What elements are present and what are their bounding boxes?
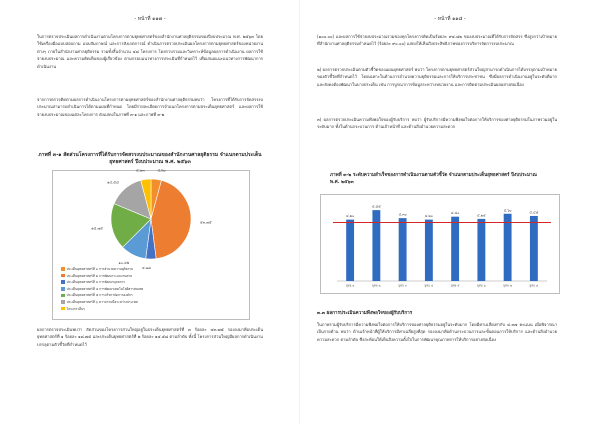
legend-swatch (61, 280, 65, 284)
pie-chart-frame (52, 170, 250, 320)
legend-swatch (61, 294, 65, 298)
right-paragraph-3: ๓) ผลการตรวจประเมินความพึงพอใจของผู้รับบริการ พบว่า ผู้รับบริการมีความพึงพอใจต่อการให้บริการของศาลยุติธรรมในภาพรวมอยู่ในระดับมาก ทั้งในด้านกระบวนการ ด้านเจ้าหน้าที่ และด้านสิ่งอำนวยความสะดวก (317, 117, 557, 130)
right-page-number: - หน้าที่ ๑๑๘ - (434, 16, 466, 22)
bar (530, 216, 538, 281)
right-paragraph-4: ในภาพรวมผู้รับบริการมีความพึงพอใจต่อการให้บริการของศาลยุติธรรมอยู่ในระดับมาก โดยมีค่าเฉลี่ยเท่ากับ ๔.๓๗ คะแนน เมื่อพิจารณาเป็นรายด้าน พบว่า ด้านเจ้าหน้าที่ผู้ให้บริการมีค่าเฉลี่ยสูงที่สุด รองลงมาคือด้านกระบวนการและขั้นตอนการให้บริการ และด้านสิ่งอำนวยความสะดวก ตามลำดับ ซึ่งสะท้อนให้เห็นถึงความตั้งใจในการพัฒนาคุณภาพการให้บริการอย่างต่อเนื่อง (317, 322, 557, 342)
pie-legend-item (61, 300, 138, 305)
bar (451, 217, 459, 281)
pie-figure-caption: ภาพที่ ๓-๑ สัดส่วนโครงการที่ได้รับการจัดสรรงบประมาณของสำนักงานศาลยุติธรรม จำแนกตามประเด็นยุทธศาสตร์ ปีงบประมาณ พ.ศ. ๒๕๖๓ (38, 152, 262, 165)
legend-swatch (61, 287, 65, 291)
pie-legend-item (61, 274, 132, 279)
pie-legend-item (61, 293, 133, 298)
left-page-number: - หน้าที่ ๑๑๗ - (134, 16, 166, 22)
pie-slice-label: ๔๓.๗๕ (199, 220, 212, 225)
bar-value-label: ๔.๔๕ (529, 210, 539, 215)
legend-label: ประเด็นยุทธศาสตร์ที่ ๔ การพัฒนาเทคโนโลยีสารสนเทศ (66, 286, 144, 291)
right-page (300, 0, 600, 424)
pie-slice-label: ๔.๑๗ (142, 266, 151, 271)
bar (477, 219, 485, 281)
pie-legend-item (61, 267, 133, 272)
bar-chart (321, 195, 559, 293)
left-paragraph-3: ผลการตรวจประเมินพบว่า สัดส่วนของโครงการส่วนใหญ่อยู่ในประเด็นยุทธศาสตร์ที่ ๓ ร้อยละ ๔๓.๗๕ รองลงมาคือประเด็นยุทธศาสตร์ที่ ๑ ร้อยละ ๑๘.๗๕ และประเด็นยุทธศาสตร์ที่ ๒ ร้อยละ ๑๔.๕๘ ตามลำดับ ทั้งนี้ โครงการส่วนใหญ่มีผลการดำเนินงานบรรลุตามตัวชี้วัดที่กำหนดไว้ (37, 327, 263, 347)
right-paragraph-1: (๑๐๐.๐๐) และผลการใช้จ่ายงบประมาณรวมของทุกโครงการคิดเป็นร้อยละ ๙๔.๘๒ ของงบประมาณที่ได้รับการจัดสรร ซึ่งสูงกว่าเป้าหมายที่สำนักงานศาลยุติธรรมกำหนดไว้ (ร้อยละ ๙๐.๐๐) แสดงให้เห็นถึงประสิทธิภาพของการบริหารจัดการงบประมาณ (317, 34, 557, 47)
bar-category-label: ยุทธ ๘ (529, 283, 539, 288)
bar (399, 218, 407, 281)
pie-legend-item (61, 280, 125, 285)
left-paragraph-1: ในการตรวจประเมินผลการดำเนินงานตามโครงการตามยุทธศาสตร์ของสำนักงานศาลยุติธรรมของปีงบประมาณ พ.ศ. ๒๕๖๓ โดยใช้เครื่องมือแบบสอบถาม แบบสัมภาษณ์ และการสังเกตการณ์ ดำเนินการตรวจประเมินผลโครงการตามยุทธศาสตร์ของหน่วยงานต่างๆ ภายในสำนักงานศาลยุติธรรม รวมทั้งสิ้นจำนวน ๔๘ โครงการ โดยรวบรวมและวิเคราะห์ข้อมูลผลการดำเนินงาน ผลการใช้จ่ายงบประมาณ และความคิดเห็นของผู้เกี่ยวข้อง ตามกรอบแนวทางการประเมินที่กำหนดไว้ เพื่อเสนอแนะแนวทางการพัฒนาการดำเนินงาน (37, 34, 263, 69)
bar (372, 210, 380, 281)
pie-slice-label: ๑๘.๗๕ (91, 226, 103, 231)
bar-chart-frame (320, 194, 560, 294)
bar-value-label: ๔.๓๐ (398, 212, 407, 217)
bar-category-label: ยุทธ ๔ (424, 283, 434, 288)
bar-value-label: ๔.๖๐ (503, 208, 512, 213)
bar-category-label: ยุทธ ๑ (345, 283, 355, 288)
legend-label: โครงการอื่นๆ (66, 306, 85, 311)
bar-figure-caption: ภาพที่ ๓-๒ ระดับความสำเร็จของการดำเนินงานตามตัวชี้วัด จำแนกตามประเด็นยุทธศาสตร์ ปีงบประมาณ พ.ศ. ๒๕๖๓ (330, 173, 537, 185)
section-heading: ๓.๓ ผลการประเมินความพึงพอใจของผู้รับบริการ (317, 311, 413, 316)
legend-swatch (61, 307, 65, 311)
bar-value-label: ๔.๒๐ (346, 214, 355, 219)
pie-slice-label: ๔.๒๐ (157, 168, 166, 173)
legend-swatch (61, 267, 65, 271)
bar-category-label: ยุทธ ๕ (450, 283, 460, 288)
pie-slice-label: ๑๔.๕๘ (107, 180, 119, 185)
bar (504, 214, 512, 281)
right-paragraph-2: ๒) ผลการตรวจประเมินตามตัวชี้วัดของแผนยุทธศาสตร์ พบว่า โครงการตามยุทธศาสตร์ส่วนใหญ่สามารถดำเนินการได้บรรลุตามเป้าหมายของตัวชี้วัดที่กำหนดไว้ โดยเฉพาะในด้านการอำนวยความยุติธรรมและการให้บริการประชาชน ซึ่งมีผลการดำเนินงานอยู่ในระดับดีมาก และยังคงต้องพัฒนาในบางประเด็น เช่น การบูรณาการข้อมูลระหว่างหน่วยงาน และการติดตามประเมินผลอย่างต่อเนื่อง (317, 67, 557, 87)
bar-value-label: ๔.๒๕ (477, 213, 486, 218)
bar-category-label: ยุทธ ๖ (477, 283, 486, 288)
pie-legend (61, 267, 245, 317)
legend-label: ประเด็นยุทธศาสตร์ที่ ๕ การบริหารจัดการองค์กร (66, 293, 133, 298)
pie-legend-item (61, 287, 143, 292)
legend-swatch (61, 274, 65, 278)
legend-swatch (61, 300, 65, 304)
bar-category-label: ยุทธ ๗ (503, 283, 513, 288)
legend-label: ประเด็นยุทธศาสตร์ที่ ๒ การพัฒนาระบบงานศาล (66, 273, 133, 278)
bar (346, 220, 354, 281)
legend-label: ประเด็นยุทธศาสตร์ที่ ๓ การพัฒนาบุคลากร (66, 280, 125, 285)
left-paragraph-2: จากการตรวจติดตามผลการดำเนินงานโครงการตามยุทธศาสตร์ของสำนักงานศาลยุติธรรมพบว่า โครงการที่ได้รับการจัดสรรงบประมาณสามารถดำเนินการได้ตามแผนที่กำหนด โดยมีรายละเอียดการจำแนกโครงการตามประเด็นยุทธศาสตร์ และผลการใช้จ่ายงบประมาณของแต่ละโครงการ ดังแสดงในภาพที่ ๓-๑ และภาพที่ ๓-๒ (37, 97, 263, 117)
bar-category-label: ยุทธ ๓ (398, 283, 407, 288)
legend-label: ประเด็นยุทธศาสตร์ที่ ๖ ความร่วมมือระหว่างประเทศ (66, 300, 138, 304)
bar-value-label: ๔.๘๕ (371, 204, 381, 209)
pie-legend-item (61, 307, 85, 312)
bar (425, 220, 433, 281)
pie-slice-label: ๔.๑๓ (136, 168, 145, 173)
bar-value-label: ๔.๔๐ (450, 211, 460, 216)
legend-label: ประเด็นยุทธศาสตร์ที่ ๑ การอำนวยความยุติธรรม (66, 267, 134, 271)
bar-category-label: ยุทธ ๒ (372, 283, 381, 288)
pie-slice-label: ๑๐.๔๒ (118, 261, 130, 266)
bar-value-label: ๔.๒๐ (424, 214, 433, 219)
